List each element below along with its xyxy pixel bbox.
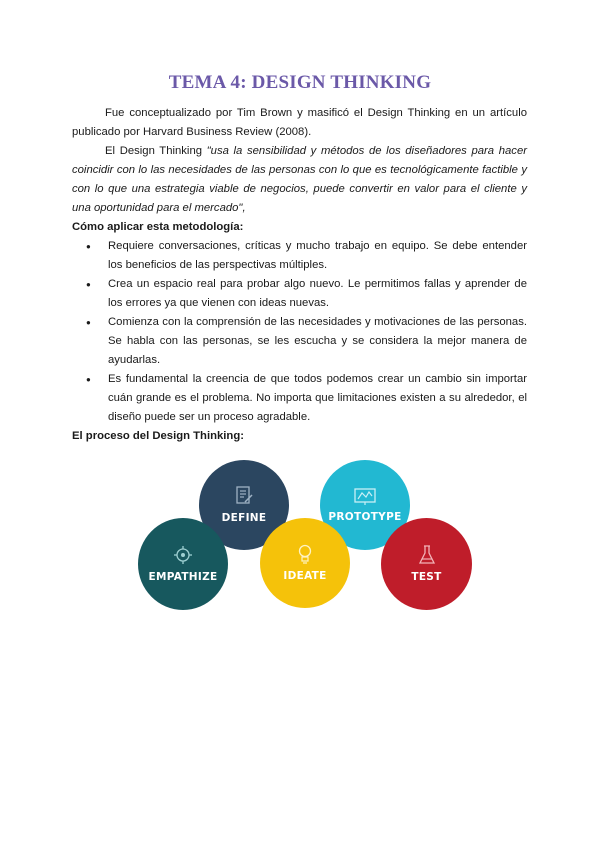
- methodology-list: [72, 237, 527, 427]
- methodology-heading: Cómo aplicar esta metodología:: [72, 221, 244, 233]
- empathize-circle: [138, 518, 228, 610]
- list-item: ● Comienza con la comprensión de las necesidades y motivaciones de las personas. Se habla con las personas, se les escucha y se considera la mejor manera de ayudarlas.: [72, 313, 527, 370]
- prototype-label: PROTOTYPE: [328, 511, 402, 523]
- test-label: TEST: [411, 571, 442, 583]
- blueprint-icon: [354, 487, 376, 505]
- definition-quote: "usa la sensibilidad y métodos de los diseñadores para hacer coincidir con lo las necesidades de las personas con lo que es tecnológicamente factible y con lo que una estrategia viable de negocios, puede convertir en valor para el cliente y una oportunidad para el mercado",: [72, 145, 527, 214]
- define-label: DEFINE: [221, 512, 267, 524]
- test-circle: [381, 518, 472, 610]
- intro-paragraph: Fue conceptualizado por Tim Brown y masificó el Design Thinking en un artículo publicado por Harvard Business Review (2008).: [72, 107, 527, 138]
- document-icon: [235, 486, 253, 506]
- list-item: ● Requiere conversaciones, críticas y mucho trabajo en equipo. Se debe entender los beneficios de las perspectivas múltiples.: [72, 237, 527, 275]
- head-gears-icon: [173, 545, 193, 565]
- lightbulb-icon: [297, 544, 313, 564]
- design-thinking-diagram: [138, 460, 472, 610]
- ideate-circle: [260, 518, 350, 608]
- empathize-label: EMPATHIZE: [148, 571, 218, 583]
- process-heading: El proceso del Design Thinking:: [72, 430, 244, 442]
- definition-lead: El Design Thinking: [105, 145, 207, 157]
- list-item: ● Es fundamental la creencia de que todos podemos crear un cambio sin importar cuán grande es el problema. No importa que limitaciones existen a su alrededor, el diseño puede ser un proceso agradable.: [72, 370, 527, 427]
- page-title: TEMA 4: DESIGN THINKING: [168, 72, 432, 93]
- list-item: ● Crea un espacio real para probar algo nuevo. Le permitimos fallas y aprender de los errores ya que vienen con ideas nuevas.: [72, 275, 527, 313]
- flask-icon: [418, 545, 436, 565]
- definition-paragraph: [72, 142, 527, 218]
- document-body: [72, 104, 527, 446]
- ideate-label: IDEATE: [283, 570, 327, 582]
